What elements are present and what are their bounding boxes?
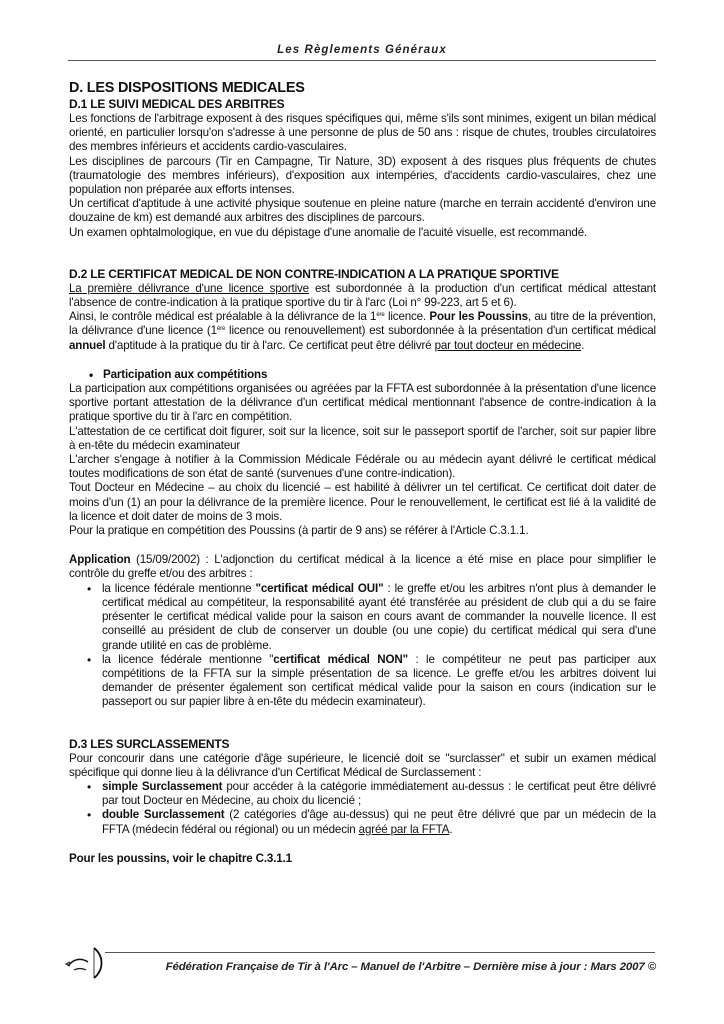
running-header: Les Règlements Généraux bbox=[277, 44, 447, 56]
certificate-oui-bullet: • la licence fédérale mentionne "certificat médical OUI" : le greffe et/ou les arbitres n'ont plus à demander le certificat médical au compétiteur, la responsabilité ayant été transférée au président de club qui a du se faire présenter le certificat médical valide pour la saison en cours avant de commander la nouvelle licence. Il est conseillé au président de club de conserver un double (ou une copie) du certificat médical qui sera d'une grande utilité en cas de problème. bbox=[69, 582, 656, 653]
double-surclassement-bullet: • double Surclassement (2 catégories d'âge au-dessus) qui ne peut être délivré que par un médecin de la FFTA (médecin fédéral ou régional) ou un médecin agréé par la FFTA. bbox=[69, 808, 656, 836]
d1-paragraph-3: Un certificat d'aptitude à une activité physique soutenue en pleine nature (marche en terrain accidenté d'environ une douzaine de km) est demandé aux arbitres des disciplines de parcours. bbox=[69, 197, 656, 225]
page-content bbox=[69, 80, 656, 866]
competitions-paragraph-3: L'archer s'engage à notifier à la Commission Médicale Fédérale ou au médecin ayant délivré le certificat médical toutes modifications de son état de santé (survenues d'une contre-indication). bbox=[69, 453, 656, 481]
d1-heading: D.1 LE SUIVI MEDICAL DES ARBITRES bbox=[69, 97, 285, 111]
certificate-non-bullet: • la licence fédérale mentionne "certificat médical NON" : le compétiteur ne peut pas participer aux compétitions de la FFTA sur la simple présentation de sa licence. Le greffe et/ou les arbitres doivent lui demander de présenter également son certificat médical valide pour la saison en cours (indication sur le passeport ou sur papier libre à en-tête du médecin examinateur). bbox=[69, 653, 656, 710]
first-licence-underlined: La première délivrance d'une licence sportive bbox=[69, 281, 309, 295]
simple-surclassement-bullet: • simple Surclassement pour accéder à la catégorie immédiatement au-dessus : le certificat peut être délivré par tout Docteur en Médecine, au choix du licencié ; bbox=[69, 780, 656, 808]
footer-rule bbox=[105, 952, 655, 953]
d1-paragraph-2: Les disciplines de parcours (Tir en Campagne, Tir Nature, 3D) exposent à des risques plus fréquents de chutes (traumatologie des membres inférieurs), d'exposition aux intempéries, d'accidents cardio-vasculaires, chez une population non préparée aux efforts intenses. bbox=[69, 154, 656, 197]
competitions-paragraph-1: La participation aux compétitions organisées ou agréées par la FFTA est subordonnée à la présentation d'une licence sportive portant attestation de la délivrance d'un certificat médical mentionnant l'absence de contre-indication à la pratique sportive du tir à l'arc en compétition. bbox=[69, 382, 656, 424]
competitions-subheading: • Participation aux compétitions bbox=[69, 368, 656, 382]
competitions-paragraph-2: L'attestation de ce certificat doit figurer, soit sur la licence, soit sur le passeport sportif de l'archer, soit sur papier libre à en-tête du médecin examinateur bbox=[69, 424, 656, 452]
d2-paragraph-2: Ainsi, le contrôle médical est préalable à la délivrance de la 1ère licence. Pour les Poussins, au titre de la prévention, la délivrance d'une licence (1ère licence ou renouvellement) est subordonnée à la présentation d'un certificat médical annuel d'aptitude à la pratique du tir à l'arc. Ce certificat peut être délivré par tout docteur en médecine. bbox=[69, 310, 656, 352]
d3-paragraph-1: Pour concourir dans une catégorie d'âge supérieure, le licencié doit se "surclasser" et subir un examen médical spécifique qui donne lieu à la délivrance d'un Certificat Médical de Surclassement : bbox=[69, 751, 656, 779]
surclassement-bullets bbox=[69, 780, 656, 837]
d2-heading: D.2 LE CERTIFICAT MEDICAL DE NON CONTRE-INDICATION A LA PRATIQUE SPORTIVE bbox=[69, 266, 559, 281]
poussins-note: Pour les poussins, voir le chapitre C.3.1.1 bbox=[69, 851, 292, 865]
d2-paragraph-1: La première délivrance d'une licence sportive est subordonnée à la production d'un certificat médical attestant l'absence de contre-indication à la pratique sportive du tir à l'arc (Loi n° 99-223, art 5 et 6). bbox=[69, 281, 656, 310]
d1-paragraph-4: Un examen ophtalmologique, en vue du dépistage d'une anomalie de l'acuité visuelle, est recommandé. bbox=[69, 225, 588, 239]
footer-text: Fédération Française de Tir à l'Arc – Manuel de l'Arbitre – Dernière mise à jour : Mars 2007 © bbox=[165, 961, 656, 973]
header-rule bbox=[68, 60, 656, 61]
application-paragraph: Application (15/09/2002) : L'adjonction du certificat médical à la licence a été mise en place pour simplifier le contrôle du greffe et/ou des arbitres : bbox=[69, 553, 656, 581]
section-title: D. LES DISPOSITIONS MEDICALES bbox=[69, 80, 305, 96]
competitions-paragraph-4: Tout Docteur en Médecine – au choix du licencié – est habilité à délivrer un tel certificat. Ce certificat doit dater de moins d'un (1) an pour la délivrance de la première licence. Pour le renouvellement, le certificat est lié à la validité de la licence et doit dater de moins de 3 mois. bbox=[69, 481, 656, 523]
competitions-paragraph-5: Pour la pratique en compétition des Poussins (à partir de 9 ans) se référer à l'Article C.3.1.1. bbox=[69, 524, 529, 538]
certificate-bullets bbox=[69, 582, 656, 710]
d1-paragraph-1: Les fonctions de l'arbitrage exposent à des risques spécifiques qui, même s'ils sont minimes, exigent un bilan médical orienté, en particulier lorsqu'on s'adresse à une personne de plus de 50 ans : risque de chutes, troubles circulatoires des membres inférieurs et accidents cardio-vasculaires. bbox=[69, 112, 656, 154]
d3-heading: D.3 LES SURCLASSEMENTS bbox=[69, 736, 230, 751]
ffta-archer-logo-icon bbox=[64, 944, 110, 980]
competitions-subheading-list bbox=[69, 368, 656, 382]
